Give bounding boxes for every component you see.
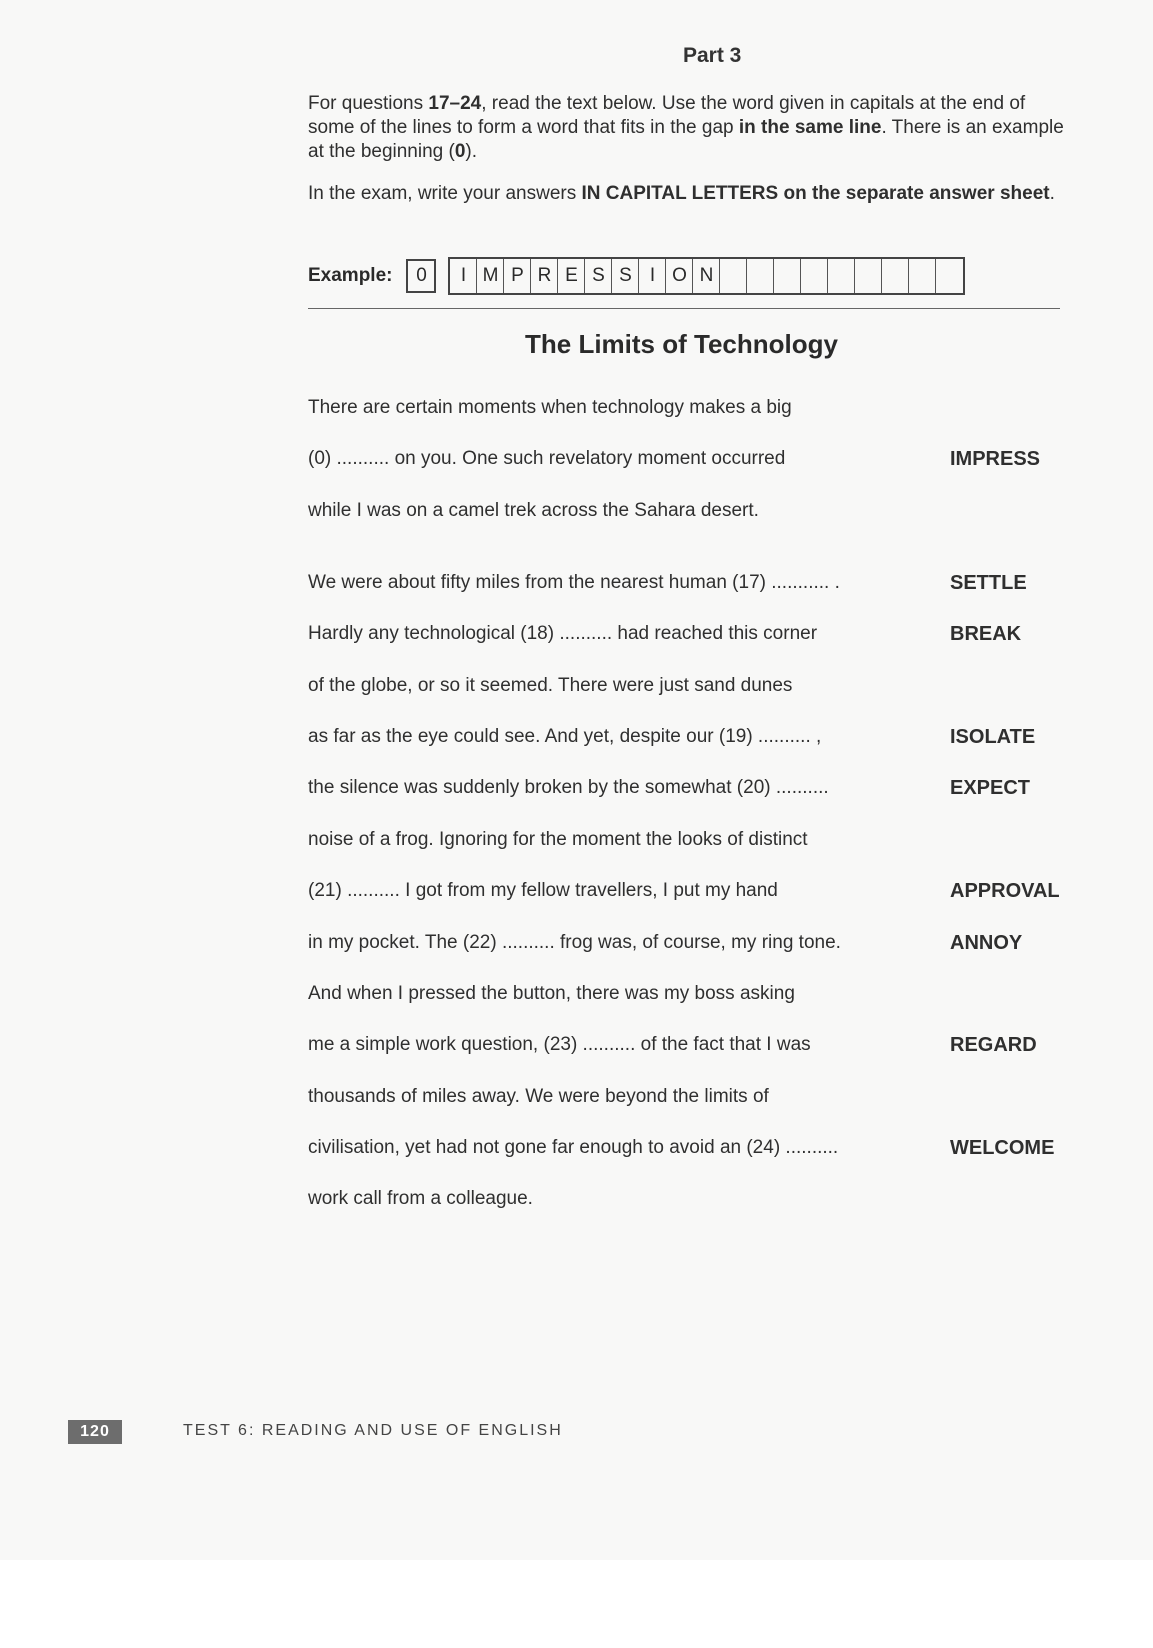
part-title: Part 3 xyxy=(683,44,742,67)
letter-cell: R xyxy=(531,259,558,293)
passage-line: while I was on a camel trek across the Sahara desert. xyxy=(308,500,759,521)
letter-cell: O xyxy=(666,259,693,293)
passage-line: Hardly any technological (18) .......... had reached this corner xyxy=(308,623,818,644)
example-number-box: 0 xyxy=(406,259,436,293)
letter-cell: I xyxy=(450,259,477,293)
letter-cell xyxy=(828,259,855,293)
passage-line: We were about fifty miles from the nearest human (17) ........... . xyxy=(308,572,840,593)
letter-cell xyxy=(855,259,882,293)
keyword: REGARD xyxy=(950,1034,1037,1056)
passage-line: me a simple work question, (23) .......... of the fact that I was xyxy=(308,1034,811,1055)
divider xyxy=(308,308,1060,309)
passage-line: work call from a colleague. xyxy=(308,1188,533,1209)
letter-cell xyxy=(909,259,936,293)
example-row xyxy=(308,258,965,294)
letter-cell xyxy=(936,259,963,293)
letter-cell: M xyxy=(477,259,504,293)
passage-line: of the globe, or so it seemed. There were just sand dunes xyxy=(308,675,793,696)
letter-cell xyxy=(774,259,801,293)
passage-line: the silence was suddenly broken by the somewhat (20) .......... xyxy=(308,777,829,798)
passage-line: noise of a frog. Ignoring for the moment the looks of distinct xyxy=(308,829,808,850)
keyword: ISOLATE xyxy=(950,726,1036,748)
letter-cell: I xyxy=(639,259,666,293)
letter-cell: S xyxy=(612,259,639,293)
letter-cell xyxy=(801,259,828,293)
passage-line: And when I pressed the button, there was my boss asking xyxy=(308,983,795,1004)
passage-line: as far as the eye could see. And yet, despite our (19) .......... , xyxy=(308,726,822,747)
keyword: WELCOME xyxy=(950,1137,1055,1159)
letter-cell: E xyxy=(558,259,585,293)
instructions-paragraph-2: In the exam, write your answers IN CAPITAL LETTERS on the separate answer sheet. xyxy=(308,183,1055,204)
footer-section-title: TEST 6: READING AND USE OF ENGLISH xyxy=(183,1422,563,1439)
example-label: Example: xyxy=(308,265,393,286)
passage-line: (21) .......... I got from my fellow travellers, I put my hand xyxy=(308,880,778,901)
passage-line: civilisation, yet had not gone far enough to avoid an (24) .......... xyxy=(308,1137,839,1158)
passage-line: in my pocket. The (22) .......... frog was, of course, my ring tone. xyxy=(308,932,841,953)
text-title: The Limits of Technology xyxy=(525,329,838,359)
instructions-paragraph-1: For questions 17–24, read the text below. Use the word given in capitals at the end of some of the lines to form a word that fits in the gap in the same line. There is an example at the beginning (0). xyxy=(308,93,1064,162)
letter-cell xyxy=(720,259,747,293)
keyword: EXPECT xyxy=(950,777,1031,799)
page-number-badge: 120 xyxy=(68,1420,122,1444)
letter-cell: S xyxy=(585,259,612,293)
letter-cell xyxy=(747,259,774,293)
keyword: IMPRESS xyxy=(950,448,1041,470)
passage-line: thousands of miles away. We were beyond the limits of xyxy=(308,1086,769,1107)
keyword: APPROVAL xyxy=(950,880,1060,902)
keyword: SETTLE xyxy=(950,572,1027,594)
passage-line: (0) .......... on you. One such revelatory moment occurred xyxy=(308,448,786,469)
letter-cell xyxy=(882,259,909,293)
answer-letter-grid xyxy=(448,257,965,295)
keyword: BREAK xyxy=(950,623,1022,645)
letter-cell: N xyxy=(693,259,720,293)
passage-line: There are certain moments when technology makes a big xyxy=(308,397,792,418)
letter-cell: P xyxy=(504,259,531,293)
keyword: ANNOY xyxy=(950,932,1023,954)
